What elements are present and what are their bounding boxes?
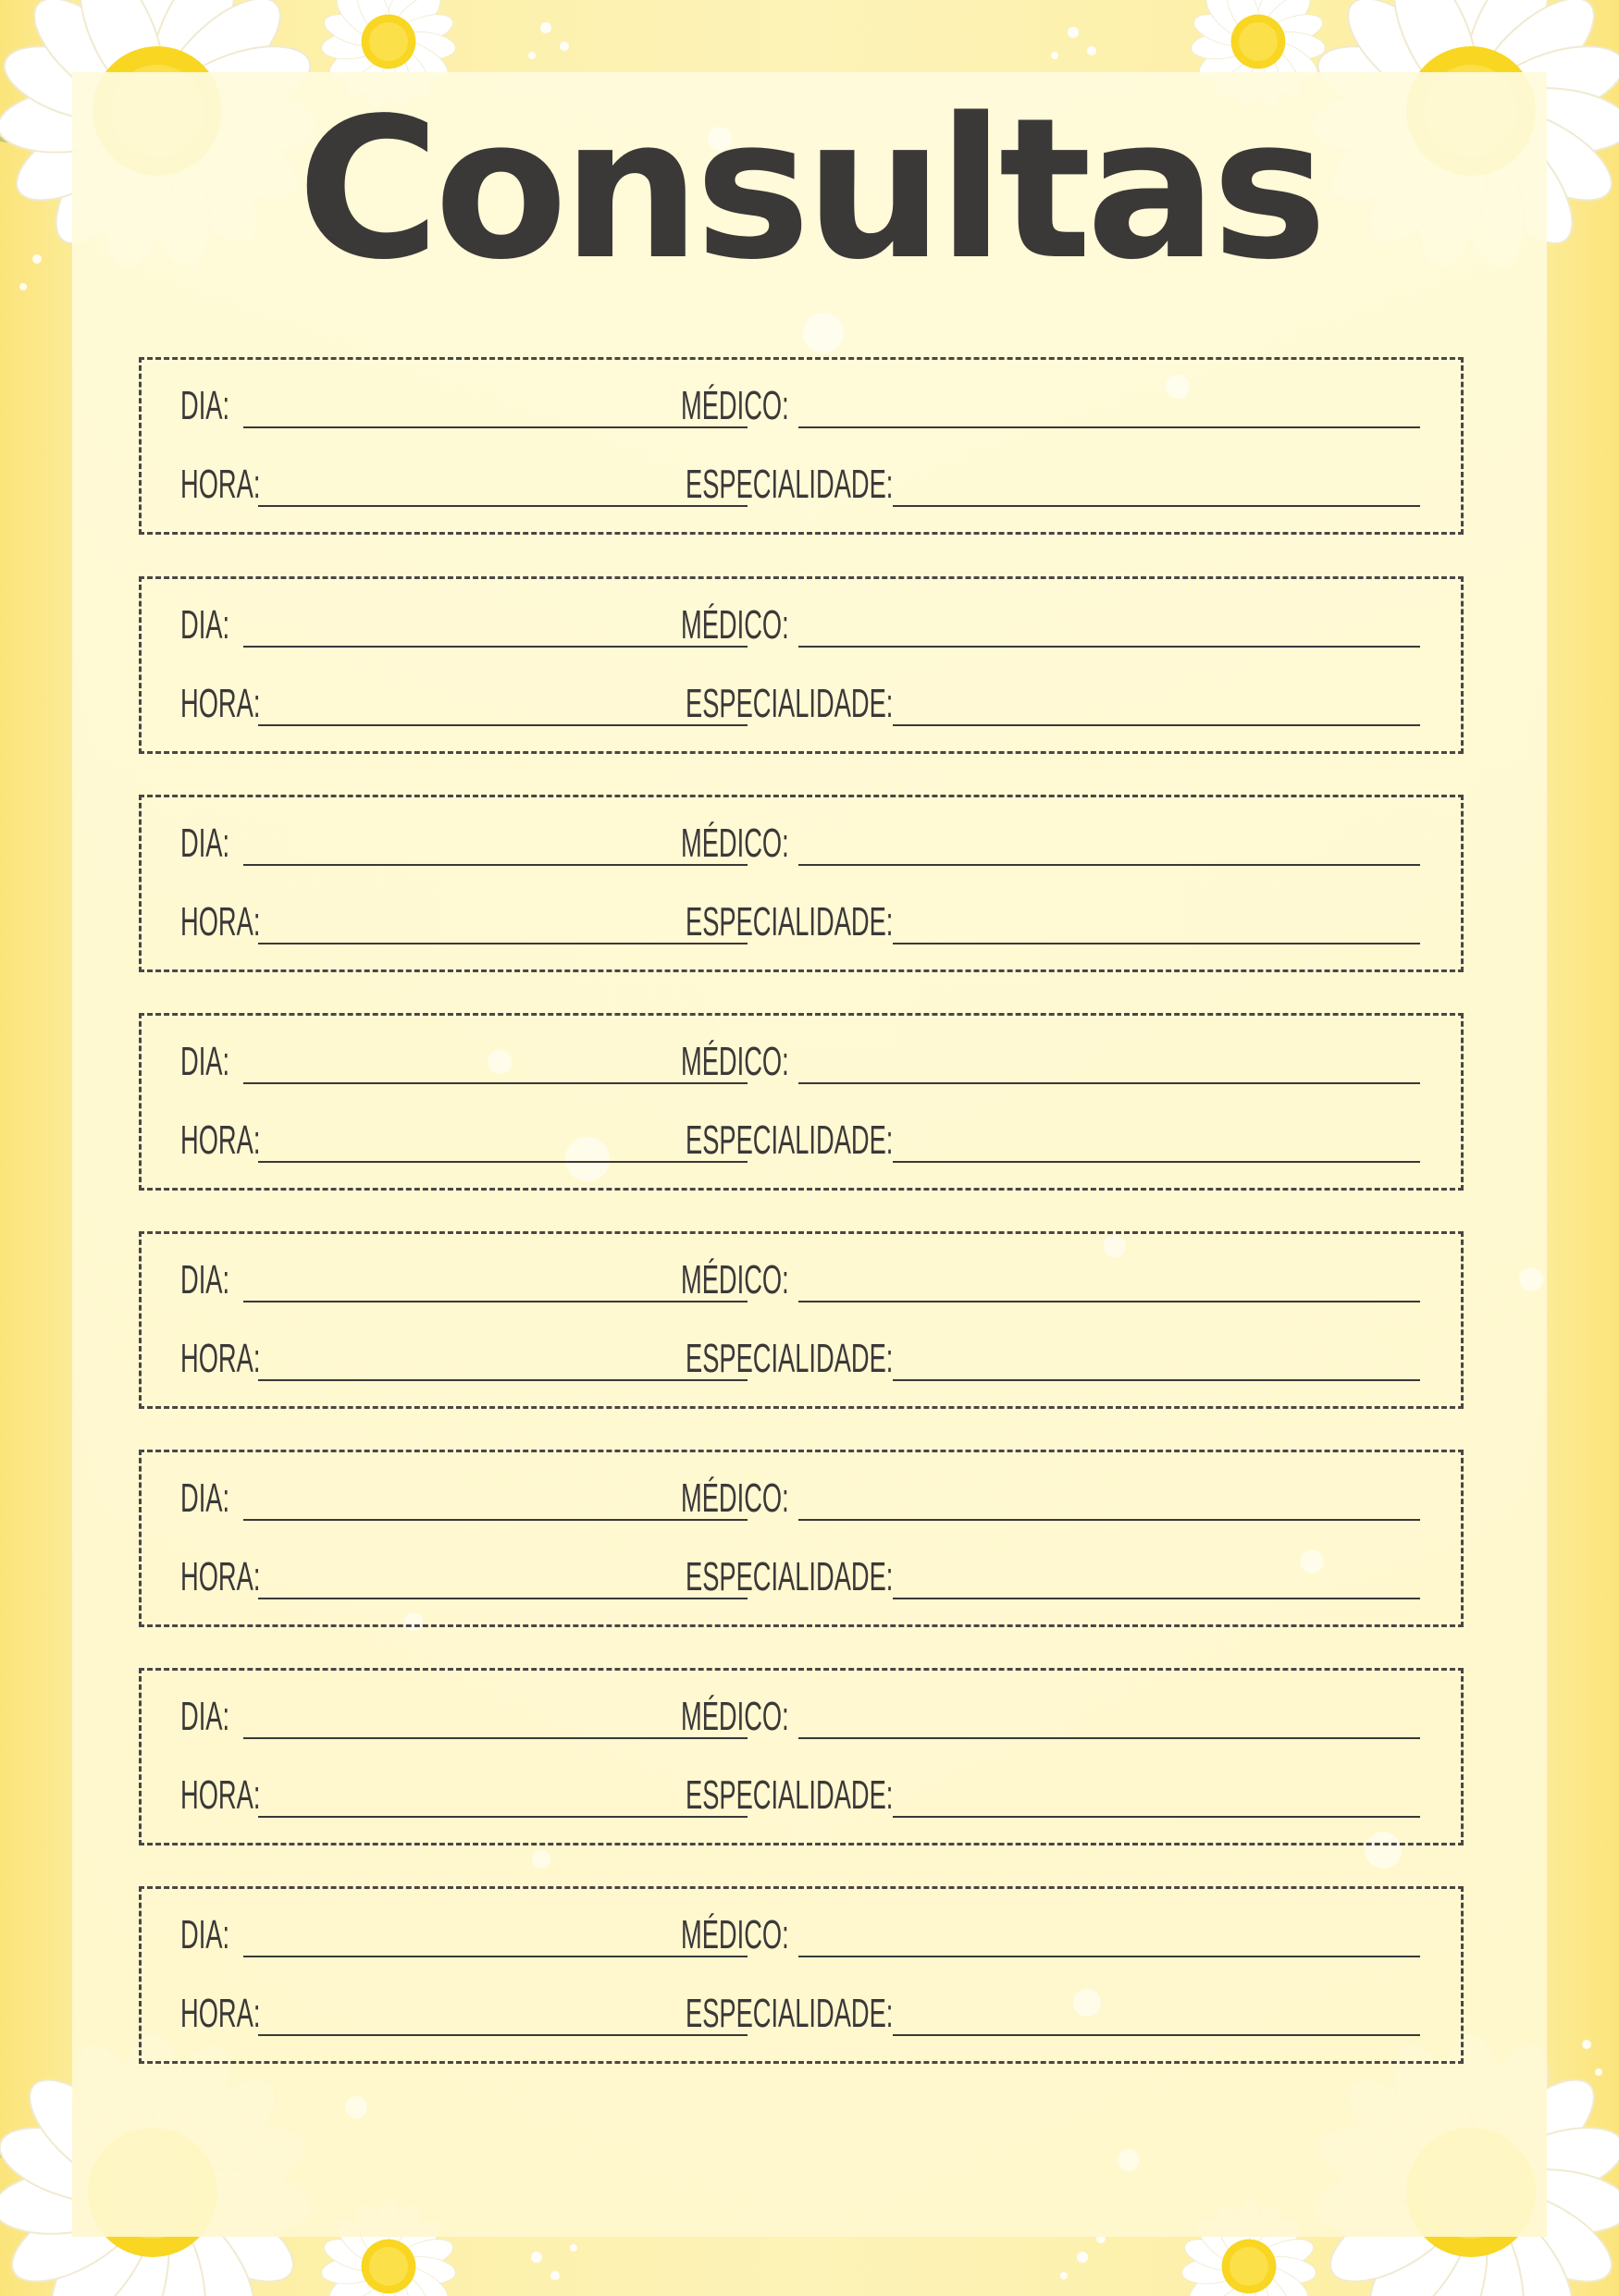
day-field-label: DIA:	[180, 1694, 230, 1739]
doctor-field-writing-line[interactable]	[798, 426, 1420, 428]
doctor-field-label: MÉDICO:	[681, 821, 789, 866]
hour-field-label: HORA:	[180, 1117, 261, 1163]
day-field-writing-line[interactable]	[243, 646, 748, 648]
appointment-box	[139, 576, 1464, 754]
appointment-box	[139, 1013, 1464, 1191]
doctor-field-writing-line[interactable]	[798, 1519, 1420, 1521]
hour-field-writing-line[interactable]	[258, 1598, 748, 1599]
hour-field-label: HORA:	[180, 1336, 261, 1381]
hour-field-writing-line[interactable]	[258, 1161, 748, 1163]
day-field-label: DIA:	[180, 821, 230, 866]
doctor-field-label: MÉDICO:	[681, 1257, 789, 1302]
day-field-writing-line[interactable]	[243, 1956, 748, 1957]
specialty-field-label: ESPECIALIDADE:	[686, 462, 894, 507]
day-field-writing-line[interactable]	[243, 1737, 748, 1739]
specialty-field-writing-line[interactable]	[893, 2034, 1420, 2036]
hour-field-label: HORA:	[180, 899, 261, 944]
doctor-field-label: MÉDICO:	[681, 1039, 789, 1084]
specialty-field-writing-line[interactable]	[893, 1598, 1420, 1599]
doctor-field-writing-line[interactable]	[798, 646, 1420, 648]
day-field-writing-line[interactable]	[243, 864, 748, 866]
appointment-box	[139, 1231, 1464, 1409]
appointment-box	[139, 1668, 1464, 1845]
day-field-writing-line[interactable]	[243, 1301, 748, 1302]
appointment-box	[139, 795, 1464, 972]
hour-field-writing-line[interactable]	[258, 1379, 748, 1381]
hour-field-label: HORA:	[180, 1991, 261, 2036]
doctor-field-label: MÉDICO:	[681, 383, 789, 428]
page-title: Consultas	[297, 76, 1322, 302]
specialty-field-writing-line[interactable]	[893, 943, 1420, 944]
doctor-field-label: MÉDICO:	[681, 602, 789, 648]
doctor-field-writing-line[interactable]	[798, 1737, 1420, 1739]
day-field-writing-line[interactable]	[243, 426, 748, 428]
specialty-field-label: ESPECIALIDADE:	[686, 681, 894, 726]
hour-field-writing-line[interactable]	[258, 2034, 748, 2036]
specialty-field-label: ESPECIALIDADE:	[686, 1772, 894, 1818]
specialty-field-label: ESPECIALIDADE:	[686, 899, 894, 944]
specialty-field-label: ESPECIALIDADE:	[686, 1336, 894, 1381]
hour-field-writing-line[interactable]	[258, 1816, 748, 1818]
doctor-field-label: MÉDICO:	[681, 1694, 789, 1739]
day-field-label: DIA:	[180, 1475, 230, 1521]
day-field-label: DIA:	[180, 1257, 230, 1302]
doctor-field-label: MÉDICO:	[681, 1912, 789, 1957]
doctor-field-label: MÉDICO:	[681, 1475, 789, 1521]
day-field-label: DIA:	[180, 1039, 230, 1084]
doctor-field-writing-line[interactable]	[798, 1301, 1420, 1302]
specialty-field-label: ESPECIALIDADE:	[686, 1991, 894, 2036]
specialty-field-writing-line[interactable]	[893, 1816, 1420, 1818]
specialty-field-writing-line[interactable]	[893, 505, 1420, 507]
day-field-label: DIA:	[180, 1912, 230, 1957]
day-field-writing-line[interactable]	[243, 1082, 748, 1084]
specialty-field-label: ESPECIALIDADE:	[686, 1554, 894, 1599]
doctor-field-writing-line[interactable]	[798, 1082, 1420, 1084]
hour-field-label: HORA:	[180, 462, 261, 507]
day-field-label: DIA:	[180, 383, 230, 428]
hour-field-writing-line[interactable]	[258, 724, 748, 726]
hour-field-label: HORA:	[180, 681, 261, 726]
doctor-field-writing-line[interactable]	[798, 1956, 1420, 1957]
appointment-box	[139, 1886, 1464, 2064]
specialty-field-label: ESPECIALIDADE:	[686, 1117, 894, 1163]
hour-field-label: HORA:	[180, 1554, 261, 1599]
specialty-field-writing-line[interactable]	[893, 1379, 1420, 1381]
doctor-field-writing-line[interactable]	[798, 864, 1420, 866]
hour-field-label: HORA:	[180, 1772, 261, 1818]
hour-field-writing-line[interactable]	[258, 943, 748, 944]
appointment-box	[139, 1450, 1464, 1627]
specialty-field-writing-line[interactable]	[893, 1161, 1420, 1163]
day-field-label: DIA:	[180, 602, 230, 648]
hour-field-writing-line[interactable]	[258, 505, 748, 507]
day-field-writing-line[interactable]	[243, 1519, 748, 1521]
appointment-box	[139, 357, 1464, 535]
specialty-field-writing-line[interactable]	[893, 724, 1420, 726]
